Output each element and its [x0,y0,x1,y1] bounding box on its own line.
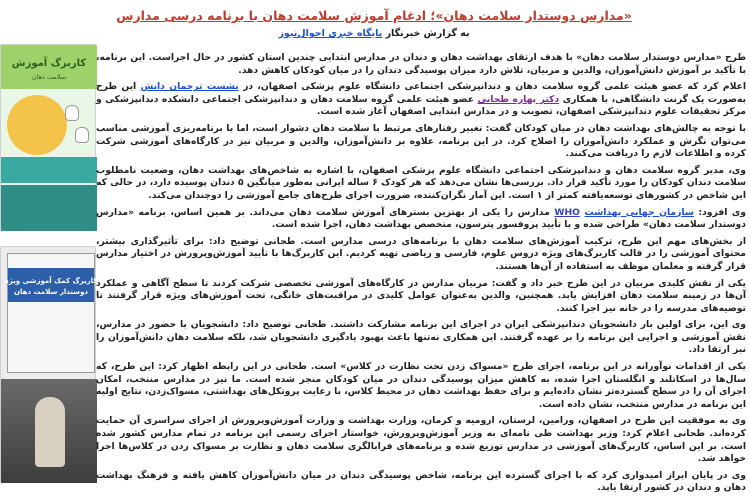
worksheet-cover [4,253,98,373]
paragraph-4: وی، مدیر گروه سلامت دهان و دندانپزشکی اجتماعی دانشگاه علوم پزشکی اصفهان، با اشاره به شاخص‌های بهداشت دهان، وضعیت نامطلوب سلامت دندان کودکان را مورد تأکید قرار داد. بررسی‌ها نشان می‌دهد که هر کودک ۶ ساله ایرانی به‌طور میانگین ۵ دندان پوسیده دارد، در حالی که این شاخص در کشورهای توسعه‌یافته کمتر از ۱ است. این آمار نگران‌کننده، ضرورت اجرای طرح‌های جامع آموزشی را دوچندان می‌کند. [96,164,746,201]
tooth-icon [65,105,79,121]
book-cover-image-2 [0,246,96,482]
book-cover-image-1 [0,44,96,230]
paragraph-5: وی افزود: سازمان جهانی بهداشت WHO مدارس را یکی از بهترین بسترهای آموزش سلامت دهان می‌داند. بر همین اساس، برنامه «مدارس دوستدار سلامت دهان» طراحی شده و با تأیید پروفسور پترسون، متخصص بهداشت دهان، اجرا شده است. [96,206,747,231]
source-prefix: به گزارش خبرنگار [385,28,470,39]
paragraph-3: با توجه به چالش‌های بهداشت دهان در میان کودکان گفت: تغییر رفتارهای مرتبط با سلامت دهان دشوار است، اما با برنامه‌ریزی آموزشی مناسب می‌توان نگرش و عملکرد دانش‌آموزان را اصلاح کرد. در این برنامه، علاوه بر دانش‌آموزان، والدین و مربیان نیز در کارگاه‌های آموزشی شرکت کرده و اطلاعات لازم را دریافت می‌کنند. [96,122,746,160]
article-body [96,52,746,500]
cover-title-lettering [4,272,98,298]
paragraph-6: از بخش‌های مهم این طرح، ترکیب آموزش‌های سلامت دهان با برنامه‌های درسی مدارس است. طحانی توضیح داد: برای تأثیرگذاری بیشتر، محتوای آموزشی را در قالب کاربرگ‌های ویژه دروس علوم، فارسی و ریاضی تهیه کردیم. این کاربرگ‌ها با تأیید آموزش‌وپرورش در اختیار مدارس قرار گرفته و معلمان موظف به استفاده از آن‌ها هستند. [96,235,746,272]
article-source [94,28,654,39]
article-title: «مدارس دوستدار سلامت دهان»؛ ادغام آموزش سلامت دهان با برنامه درسی مدارس [116,8,632,23]
paragraph-8: وی این، برای اولین بار دانشجویان دندانپزشکی ایران در اجرای این برنامه مشارکت داشتند. طحانی توضیح داد: دانشجویان با حضور در مدارس، نقش آموزشی و اجرایی این برنامه را بر عهده گرفتند. این همکاری نه‌تنها باعث بهبود یادگیری دانشجویان شد، بلکه سلامت دهان دانش‌آموزان را نیز ارتقا داد. [96,319,746,356]
svg-text:دوستدار سلامت دهان: دوستدار سلامت دهان [13,288,89,296]
who-org-link[interactable]: سازمان جهانی بهداشت [584,206,694,218]
person-figure [35,397,65,467]
cartoon-illustration [7,95,67,155]
nashast-link[interactable]: نشست ترجمان دانش [140,81,239,93]
paragraph-10: وی به موفقیت این طرح در اصفهان، ورامین، لرستان، ارومیه و کرمان، وزارت بهداشت و وزارت آموزش‌وپرورش از اجرای سراسری آن حمایت کرده‌اند. طحانی اعلام کرد: وزیر بهداشت طی نامه‌ای به وزیر آموزش‌وپرورش، خواستار اجرای رسمی این برنامه در تمام مدارس کشور شده است. بر این اساس، کاربرگ‌های آموزشی در مدارس توزیع شده و برنامه‌های فرابالگری سلامت دهان و نظارت بر مسواک زدن در کلاس‌ها اجرا خواهد شد. [96,415,746,465]
paragraph-2: اعلام کرد که عضو هیئت علمی گروه سلامت دهان و دندانپزشکی اجتماعی دانشگاه علوم پزشکی اصفهان، در نشست ترجمان دانش این طرح به‌صورت یک گرنت دانشگاهی، با همکاری دکتر بهاره طحانی عضو هیئت علمی گروه سلامت دهان و دندانپزشکی اجتماعی دانشکده دندانپزشکی و مرکز تحقیقات علوم دندانپزشکی اصفهان، تصویب و در مدارس ابتدایی اصفهان آغاز شده است. [96,81,747,118]
source-link[interactable]: پایگاه خبری احوال‌نیوز [278,28,383,39]
svg-text:کاربرگ آموزش: کاربرگ آموزش [11,58,87,69]
cover-band [1,157,97,183]
cover-title-lettering [5,53,93,83]
svg-text:سلامت دهان: سلامت دهان [31,73,67,81]
paragraph-7: یکی از نقش کلیدی مربیان در این طرح خبر داد و گفت: مربیان مدارس در کارگاه‌های آموزشی تخصصی شرکت کردند تا سطح آگاهی و عملکرد آن‌ها در زمینه سلامت دهان افزایش یابد. همچنین، والدین به‌عنوان عوامل کلیدی در مراقبت‌های خانگی، تحت آموزش‌های ویژه قرار گرفتند تا توصیه‌های مدرسه را در خانه نیز اجرا کنند. [96,277,746,314]
paragraph-1: طرح «مدارس دوستدار سلامت دهان» با هدف ارتقای بهداشت دهان و دندان در مدارس ابتدایی چندین استان کشور در حال اجراست. این برنامه، با تأکید بر آموزش دانش‌آموزان، والدین و مربیان، تلاش دارد میزان پوسیدگی دندان را در میان کودکان کاهش دهد. [96,52,746,76]
svg-text:کاربرگ کمک آموزشی ویژه: کاربرگ کمک آموزشی ویژه [4,277,98,285]
tahani-link[interactable]: دکتر بهاره طحانی [477,93,560,105]
cover-band-bottom [1,185,97,231]
who-label: WHO [554,206,580,218]
paragraph-9: یکی از اقدامات نوآورانه در این برنامه، اجرای طرح «مسواک زدن تحت نظارت در کلاس» است. طحانی در این رابطه اظهار کرد: این طرح، که سال‌ها در اسکاتلند و انگلستان اجرا شده، به کاهش میزان پوسیدگی دندان در میان کودکان منجر شده است. ما نیز در مدارس منتخب، امکان اجرای آن را در سطح گسترده‌تر نشان داده‌ایم و برای حفظ بهداشت دهان در محیط کلاس، با رعایت پروتکل‌های بهداشتی، مسواک‌زدن، نتایج اولیه این برنامه در مدارس منتخب، نشان داده است. [96,361,746,410]
tooth-icon [75,127,89,143]
paragraph-11: وی در پایان ابراز امیدواری کرد که با اجرای گسترده این برنامه، شاخص پوسیدگی دندان در میان دانش‌آموزان کاهش یافته و فرهنگ بهداشت دهان و دندان در کشور ارتقا یابد. [96,469,746,494]
